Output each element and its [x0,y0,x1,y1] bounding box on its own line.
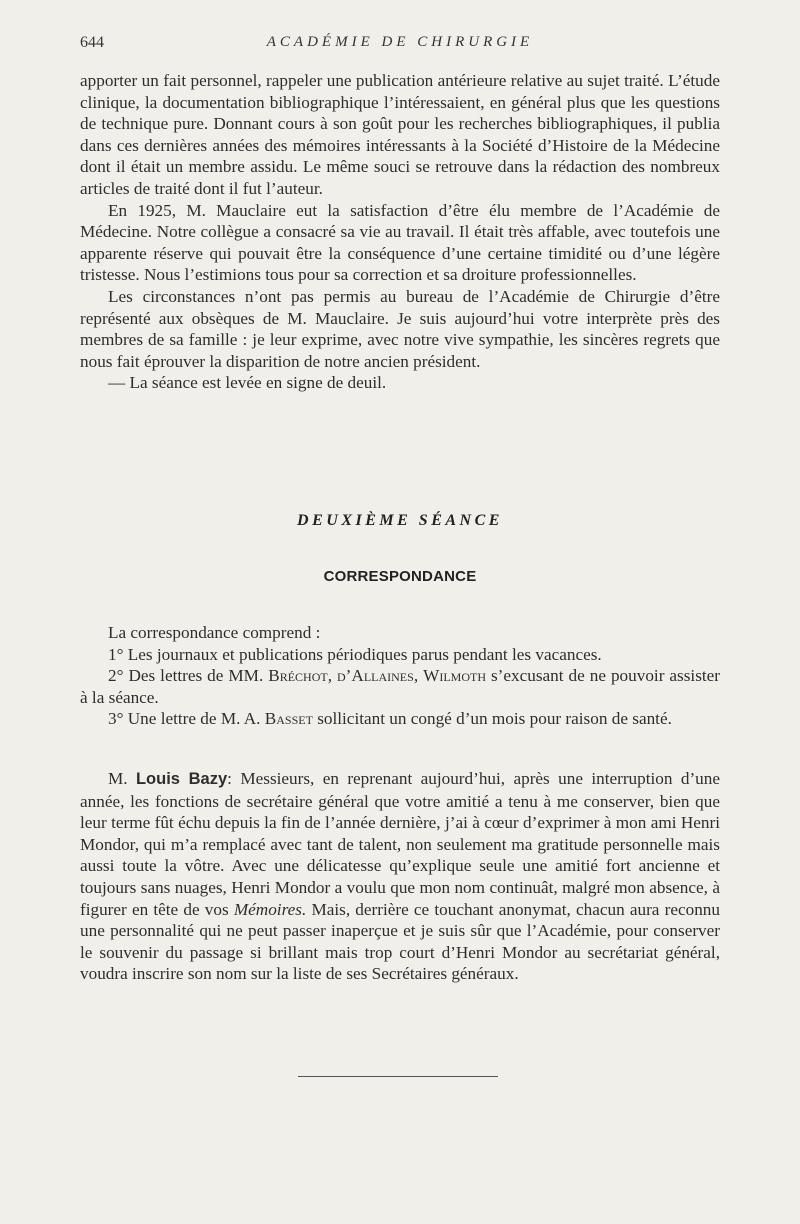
end-rule [298,1076,498,1077]
item-text: s’excusant de ne pouvoir assister à la séance. [80,666,721,707]
paragraph: En 1925, M. Mauclaire eut la satisfaction d’être élu membre de l’Académie de Médecine. Notre collègue a consacré sa vie au travail. Il était très affable, avec toutefois une apparente réserve qui pouvait être la conséquence d’une certaine timidité ou d’une légère tristesse. Nous l’estimions tous pour sa correction et sa droiture professionnelles. [80,200,720,285]
list-item [80,708,720,730]
surname: Basset [264,709,313,729]
surname: Bréchot [268,666,328,686]
speech-paragraph [80,768,720,985]
speech-block [80,768,720,985]
section-title: DEUXIÈME SÉANCE [297,512,503,529]
list-item [80,665,720,708]
subsection-title: CORRESPONDANCE [323,568,477,585]
speech-prefix: M. [108,769,136,788]
correspondance-list [80,622,720,730]
obituary-continuation [80,70,720,394]
running-title: ACADÉMIE DE CHIRURGIE [266,34,534,50]
paragraph: Les circonstances n’ont pas permis au bureau de l’Académie de Chirurgie d’être représenté aux obsèques de M. Mauclaire. Je suis aujourd’hui votre interprète près des membres de sa famille : je leur exprime, avec notre vive sympathie, les sincères regrets que nous fait éprouver la disparition de notre ancien président. [80,286,720,371]
surname: d’Allaines [337,666,414,686]
item-text: , [327,666,338,686]
speech-italic: Mémoires. [233,899,307,919]
speaker-name: Louis Bazy [135,770,228,788]
surname: Wilmoth [423,666,486,686]
paragraph: — La séance est levée en signe de deuil. [108,373,387,393]
speech-text: Mais, derrière ce touchant anonymat, chacun aura reconnu une personnalité qui ne peut passer inaperçue et je suis sûr que l’Académie, pour conserver le souvenir du passage si brillant mais trop court d’Henri Mondor au secrétariat général, voudra inscrire son nom sur la liste de ses Secrétaires généraux. [80,899,720,984]
list-intro: La correspondance comprend : [108,623,321,642]
item-text: sollicitant un congé d’un mois pour raison de santé. [312,709,672,729]
speech-colon: : [227,769,241,788]
item-text: , [413,666,424,686]
page-number: 644 [80,34,104,51]
page-header [80,34,720,54]
item-text: 3° Une lettre de M. A. [108,709,265,729]
list-item: 1° Les journaux et publications périodiques parus pendant les vacances. [108,644,602,664]
speech-text: Messieurs, en reprenant aujourd’hui, après une interruption d’une année, les fonctions de secrétaire général que votre amitié a tenu à me conserver, bien que leur terme fût échu depuis la fin de l’année dernière, j’ai à cœur d’exprimer à mon ami Henri Mondor, qui m’a remplacé avec tant de talent, non seulement ma gratitude personnelle mais aussi toute la vôtre. Avec une délicatesse qu’explique seule une amitié fort ancienne et toujours sans nuages, Henri Mondor a voulu que mon nom continuât, malgré mon absence, à figurer en tête de vos [80,769,720,919]
item-text: 2° Des lettres de MM. [108,666,269,686]
paragraph: apporter un fait personnel, rappeler une publication antérieure relative au sujet traité. L’étude clinique, la documentation bibliographique l’intéressaient, en général plus que les questions de technique pure. Donnant cours à son goût pour les recherches bibliographiques, il publia dans ces dernières années des mémoires intéressants à la Société d’Histoire de la Médecine dont il était un membre assidu. Le même souci se retrouve dans la rédaction des nombreux articles de traité dont il fut l’auteur. [80,71,720,198]
